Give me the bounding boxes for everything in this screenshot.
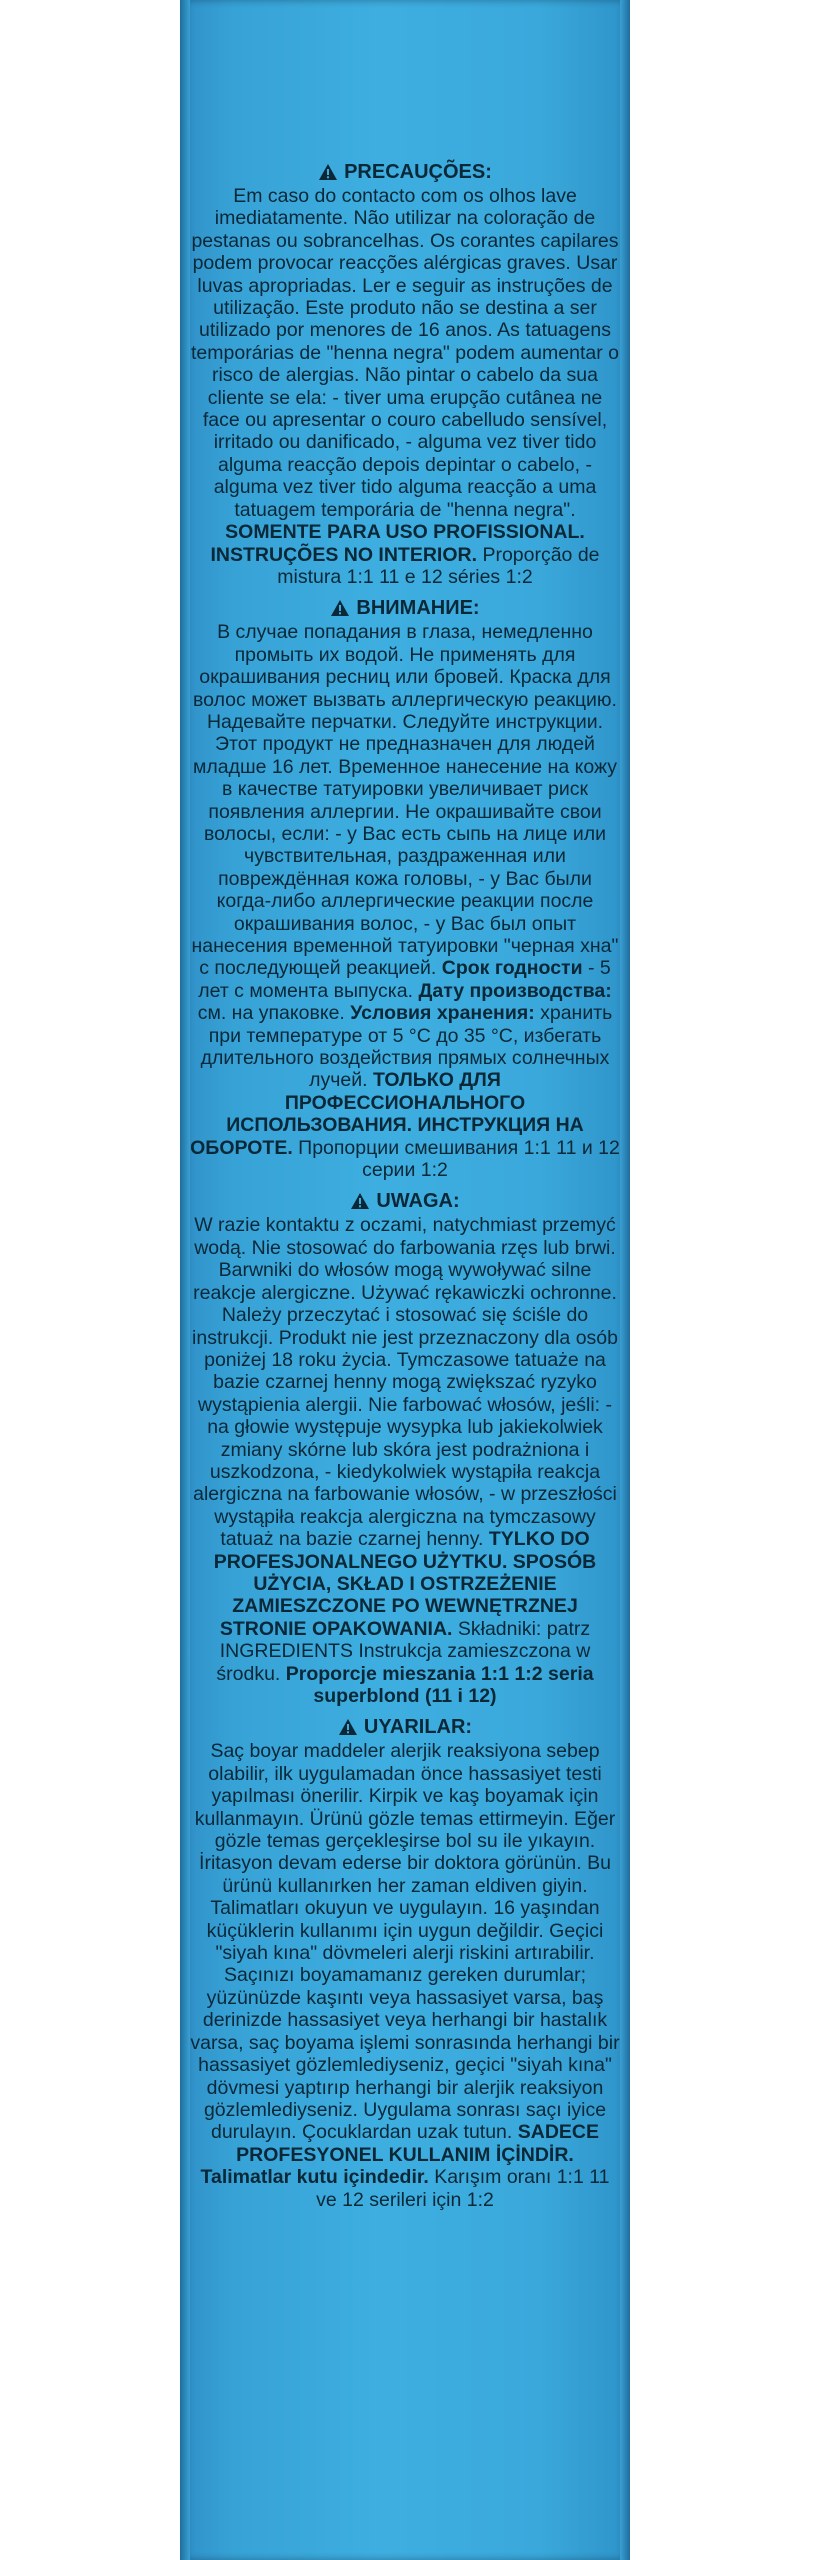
warning-section-polish xyxy=(190,1189,620,1707)
warning-triangle-icon xyxy=(318,163,338,181)
section-heading xyxy=(190,1715,620,1739)
section-heading xyxy=(190,1189,620,1213)
box-left-edge xyxy=(180,0,190,2560)
section-body: В случае попадания в глаза, немедленно промыть их водой. Не применять для окрашивания ресниц или бровей. Краска для волос может вызвать аллергическую реакцию. Надевайте перчатки. Следуйте инструкции. Этот продукт не предназначен для людей младше 16 лет. Временное нанесение на кожу в качестве татуировки увеличивает риск появления аллергии. Не окрашивайте свои волосы, если: - у Вас есть сыпь на лице или чувствительная, раздраженная или повреждённая кожа головы, - у Вас были когда-либо аллергические реакции после окрашивания волос, - у Вас был опыт нанесения временной татуировки "черная хна" с последующей реакцией. Срок годности - 5 лет с момента выпуска. Дату производства: см. на упаковке. Условия хранения: хранить при температуре от 5 °С до 35 °С, избегать длительного воздействия прямых солнечных лучей. ТОЛЬКО ДЛЯ ПРОФЕССИОНАЛЬНОГО ИСПОЛЬЗОВАНИЯ. ИНСТРУКЦИЯ НА ОБОРОТЕ. Пропорции смешивания 1:1 11 и 12 серии 1:2 xyxy=(190,621,620,1182)
section-heading xyxy=(190,160,620,184)
warning-section-portuguese xyxy=(190,160,620,588)
heading-text: ВНИМАНИЕ: xyxy=(356,597,480,620)
warning-section-russian xyxy=(190,596,620,1181)
warning-triangle-icon xyxy=(350,1192,370,1210)
professional-use-notice: TYLKO DO PROFESJONALNEGO UŻYTKU. SPOSÓB UŻYCIA, SKŁAD I OSTRZEŻENIE ZAMIESZCZONE PO WEWNĘTRZNEJ STRONIE OPAKOWANIA. xyxy=(213,1528,597,1640)
mixing-ratio: Пропорции смешивания 1:1 11 и 12 серии 1:2 xyxy=(298,1136,620,1182)
mixing-ratio: Proporcje mieszania 1:1 1:2 seria superblond (11 i 12) xyxy=(285,1662,594,1707)
section-heading xyxy=(190,596,620,620)
heading-text: UYARILAR: xyxy=(363,1716,473,1739)
heading-text: PRECAUÇÕES: xyxy=(344,161,492,183)
warning-section-turkish xyxy=(190,1715,620,2211)
professional-use-notice: SOMENTE PARA USO PROFISSIONAL. INSTRUÇÕES NO INTERIOR. xyxy=(210,521,585,566)
warning-triangle-icon xyxy=(330,599,350,617)
professional-use-notice: SADECE PROFESYONEL KULLANIM İÇİNDİR. Talimatlar kutu içindedir. xyxy=(200,2121,600,2189)
mixing-ratio: Karışım oranı 1:1 11 ve 12 serileri için 1:2 xyxy=(316,2166,610,2211)
warning-text-panel xyxy=(190,160,620,2540)
section-body: Em caso do contacto com os olhos lave imediatamente. Não utilizar na coloração de pestanas ou sobrancelhas. Os corantes capilares podem provocar reacções alérgicas graves. Usar luvas apropriadas. Ler e seguir as instruções de utilização. Este produto não se destina a ser utilizado por menores de 16 anos. As tatuagens temporárias de "henna negra" podem aumentar o risco de alergias. Não pintar o cabelo da sua cliente se ela: - tiver uma erupção cutânea ne face ou apresentar o couro cabelludo sensível, irritado ou danificado, - alguma vez tiver tido alguma reacção depois depintar o cabelo, - alguma vez tiver tido alguma reacção a uma tatuagem temporária de "henna negra". SOMENTE PARA USO PROFISSIONAL. INSTRUÇÕES NO INTERIOR. Proporção de mistura 1:1 11 e 12 séries 1:2 xyxy=(191,185,619,588)
heading-text: UWAGA: xyxy=(376,1190,460,1213)
mixing-ratio: Proporção de mistura 1:1 11 e 12 séries 1:2 xyxy=(277,543,600,588)
section-body: W razie kontaktu z oczami, natychmiast przemyć wodą. Nie stosować do farbowania rzęs lub brwi. Barwniki do włosów mogą wywoływać silne reakcje alergiczne. Używać rękawiczki ochronne. Należy przeczytać i stosować się ściśle do instrukcji. Produkt nie jest przeznaczony dla osób poniżej 18 roku życia. Tymczasowe tatuaże na bazie czarnej henny mogą zwiększać ryzyko wystąpienia alergii. Nie farbować włosów, jeśli: - na głowie występuje wysypka lub jakiekolwiek zmiany skórne lub skóra jest podrażniona i uszkodzona, - kiedykolwiek wystąpiła reakcja alergiczna na farbowanie włosów, - w przeszłości wystąpiła reakcja alergiczna na tymczasowy tatuaż na bazie czarnej henny. TYLKO DO PROFESJONALNEGO UŻYTKU. SPOSÓB UŻYCIA, SKŁAD I OSTRZEŻENIE ZAMIESZCZONE PO WEWNĘTRZNEJ STRONIE OPAKOWANIA. Składniki: patrz INGREDIENTS Instrukcja zamieszczona w środku. Proporcje mieszania 1:1 1:2 seria superblond (11 i 12) xyxy=(192,1214,618,1707)
warning-triangle-icon xyxy=(338,1718,358,1736)
section-body: Saç boyar maddeler alerjik reaksiyona sebep olabilir, ilk uygulamadan önce hassasiyet testi yapılması önerilir. Kirpik ve kaş boyamak için kullanmayın. Ürünü gözle temas ettirmeyin. Eğer gözle temas gerçekleşirse bol su ile yıkayın. İritasyon devam ederse bir doktora görünün. Bu ürünü kullanırken her zaman eldiven giyin. Talimatları okuyun ve uygulayın. 16 yaşından küçüklerin kullanımı için uygun değildir. Geçici "siyah kına" dövmeleri alerji riskini artırabilir. Saçınızı boyamamanız gereken durumlar; yüzünüzde kaşıntı veya hassasiyet varsa, baş derinizde hassasiyet veya herhangi bir hastalık varsa, saç boyama işlemi sonrasında herhangi bir hassasiyet gözlemlediyseniz, geçici "siyah kına" dövmesi yaptırıp herhangi bir alerjik reaksiyon gözlemlediyseniz. Uygulama sonrası saçı iyice durulayın. Çocuklardan uzak tutun. SADECE PROFESYONEL KULLANIM İÇİNDİR. Talimatlar kutu içindedir. Karışım oranı 1:1 11 ve 12 serileri için 1:2 xyxy=(190,1740,620,2211)
professional-use-notice: ТОЛЬКО ДЛЯ ПРОФЕССИОНАЛЬНОГО ИСПОЛЬЗОВАНИЯ. ИНСТРУКЦИЯ НА ОБОРОТЕ. xyxy=(190,1069,584,1159)
box-right-edge xyxy=(620,0,630,2560)
